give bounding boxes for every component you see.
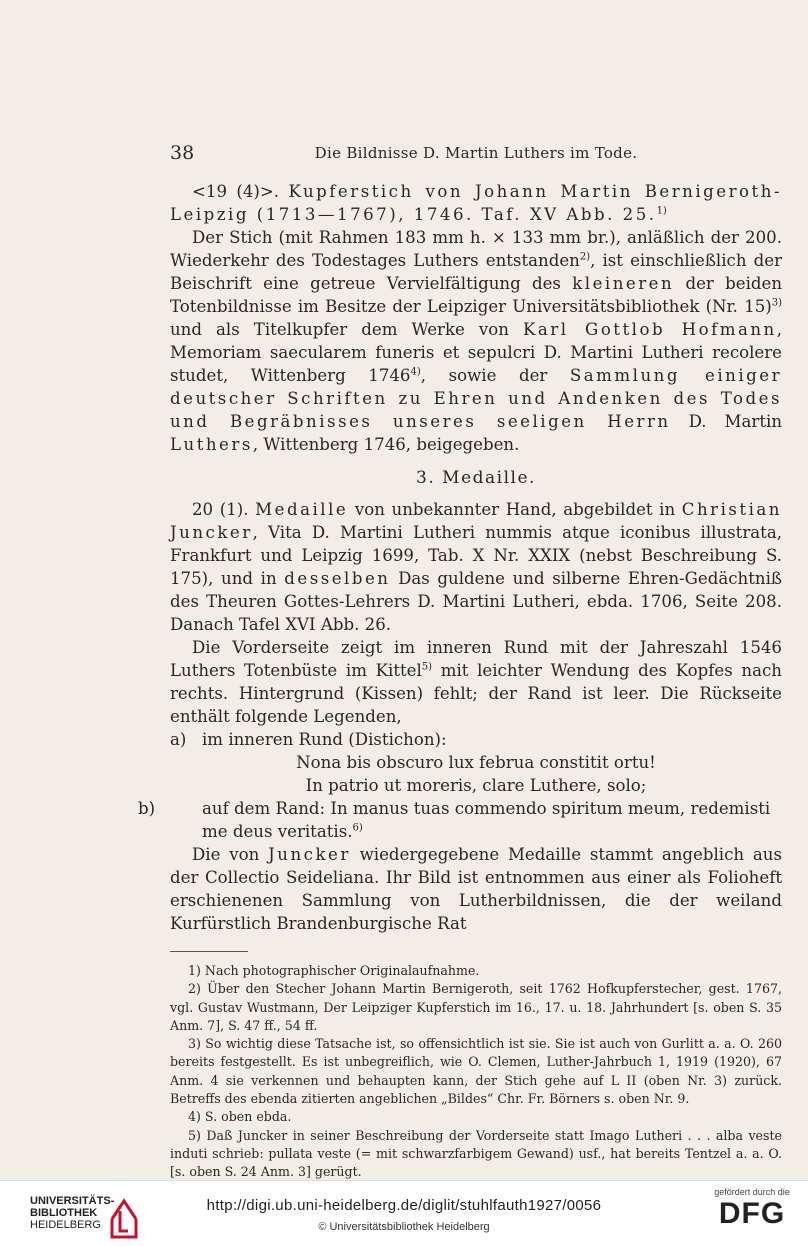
dfg-logo: gefördert durch die DFG <box>714 1187 790 1230</box>
entry-19 <box>170 180 782 226</box>
entry-label: <19 (4)>. <box>192 182 280 201</box>
list-item-b: b) auf dem Rand: In manus tuas commendo spiritum meum, redemisti me deus veritatis.$^{6)}$ <box>138 799 771 841</box>
footnote: 4) S. oben ebda. <box>188 1109 292 1125</box>
footnote-ref: 2) <box>579 251 591 263</box>
section-heading: 3. Medaille. <box>416 468 536 488</box>
paragraph-juncker: Die von Juncker wiedergegebene Medaille stammt angeblich aus der Collectio Seideliana. Ihr Bild ist entnommen aus einer als Folioheft erschienenen Sammlung von Lutherbildnissen, die der weiland Kurfürstlich Brandenburgische Rat <box>170 845 783 933</box>
verse-line: Nona bis obscuro lux februa constitit ortu! <box>296 753 656 772</box>
paragraph-vorderseite: Die Vorderseite zeigt im inneren Rund mit der Jahreszahl 1546 Luthers Totenbüste im Kittel$^{5)}$ mit leichter Wendung des Kopfes nach rechts. Hintergrund (Kissen) fehlt; der Rand ist leer. Die Rückseite enthält folgende Legenden, <box>170 638 782 726</box>
entry-title: Kupferstich von Johann Martin Bernigeroth-Leipzig (1713—1767), 1746. Taf. XV Abb. 25. <box>170 182 783 224</box>
permalink[interactable]: http://digi.ub.uni-heidelberg.de/diglit/stuhlfauth1927/0056 <box>206 1197 602 1214</box>
copyright: © Universitätsbibliothek Heidelberg <box>318 1221 490 1233</box>
entry-20: 20 (1). Medaille von unbekannter Hand, abgebildet in Christian Juncker, Vita D. Martini Lutheri nummis atque iconibus illustrata, Frankfurt und Leipzig 1699, Tab. X Nr. XXIX (nebst Beschreibung S. 175), und in desselben Das guldene und silberne Ehren-Gedächtniß des Theuren Gottes-Lehrers D. Martini Lutheri, ebda. 1706, Seite 208. Danach Tafel XVI Abb. 26. <box>170 500 782 634</box>
running-title: Die Bildnisse D. Martin Luthers im Tode. <box>314 144 638 162</box>
footnote-ref: 1) <box>656 205 667 217</box>
footnote-ref: 4) <box>410 366 421 378</box>
list-item-a: a) im inneren Rund (Distichon): <box>170 730 447 749</box>
footnote: 3) So wichtig diese Tatsache ist, so offensichtlich ist sie. Sie ist auch von Gurlitt a. a. O. 260 bereits festgestellt. Es ist unbegreiflich, wie O. Clemen, Luther-Jahrbuch 1, 1919 (1920), 67 Anm. 4 sie verkennen und behaupten kann, der Stich gehe auf L II (oben Nr. 3) zurück. Betreffs des ebenda zitierten angeblichen „Bildes“ Chr. Fr. Börners s. oben Nr. 9. <box>170 1036 782 1107</box>
library-name: UNIVERSITÄTS- BIBLIOTHEK HEIDELBERG <box>30 1195 115 1231</box>
footnote-ref: 3) <box>771 297 782 309</box>
footnote-ref: 5) <box>421 661 433 673</box>
footnote-divider <box>170 951 248 952</box>
footnote: 5) Daß Juncker in seiner Beschreibung der Vorderseite statt Imago Lutheri . . . alba veste induti schrieb: pullata veste (= mit schwarzfarbigem Gewand) usf., hat bereits Tentzel a. a. O. [s. oben S. 24 Anm. 3] gerügt. <box>170 1127 782 1180</box>
main-text <box>138 180 783 1200</box>
footnote-ref: 6) <box>352 822 363 834</box>
paragraph-stich: Der Stich (mit Rahmen 183 mm h. × 133 mm br.), anläßlich der 200. Wiederkehr des Todestages Luthers entstanden$^{2)}$, ist einschließlich der Beischrift eine getreue Vervielfältigung des kleineren der beiden Totenbildnisse im Besitze der Leipziger Universitätsbibliothek (Nr. 15)$^{3)}$ und als Titelkupfer dem Werke von Karl Gottlob Hofmann, Memoriam saecularem funeris et sepulcri D. Martini Lutheri recolere studet, Wittenberg 1746$^{4)}$, sowie der Sammlung einiger deutscher Schriften zu Ehren und Andenken des Todes und Begräbnisses unseres seeligen Herrn D. Martin Luthers, Wittenberg 1746, beigegeben. <box>170 228 783 454</box>
page-number: 38 <box>170 142 195 164</box>
viewer-footer <box>0 1180 808 1246</box>
footnote: 2) Über den Stecher Johann Martin Bernigeroth, seit 1762 Hofkupferstecher, gest. 1767, vgl. Gustav Wustmann, Der Leipziger Kupferstich im 16., 17. u. 18. Jahrhundert [s. oben S. 35 Anm. 7], S. 47 ff., 54 ff. <box>170 981 782 1033</box>
page-header <box>170 142 782 166</box>
verse-line: In patrio ut moreris, clare Luthere, solo; <box>305 776 647 795</box>
footnote: 1) Nach photographischer Originalaufnahme. <box>188 963 480 978</box>
